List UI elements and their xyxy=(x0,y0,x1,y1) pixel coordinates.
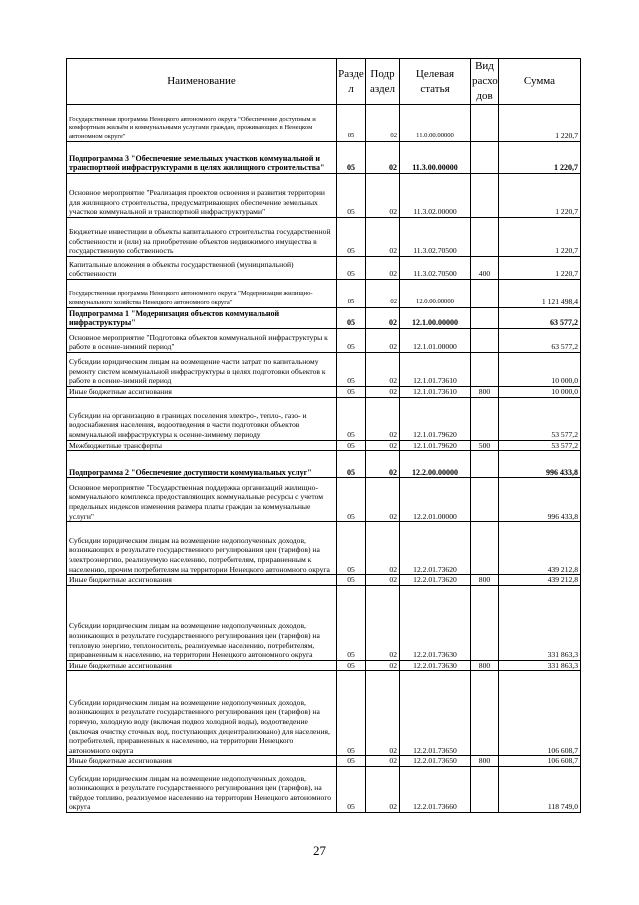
row-amount-cell: 118 749,0 xyxy=(499,766,581,812)
row-section-cell: 05 xyxy=(337,387,366,398)
table-row xyxy=(67,218,581,257)
row-target-cell: 11.3.02.70500 xyxy=(400,257,471,280)
row-name-cell: Субсидии юридическим лицам на возмещение недополученных доходов, возникающих в результате государственного регулирования цен (тарифов) на электроэнергию, реализуемую населению, потребителям, приравненным к населению, прочим потребителям на территории Ненецкого автономного округа xyxy=(67,522,337,575)
row-expense-type-cell xyxy=(471,522,499,575)
row-target-cell: 12.2.01.73630 xyxy=(400,585,471,660)
row-expense-type-cell: 800 xyxy=(471,387,499,398)
table-row xyxy=(67,257,581,280)
row-name-cell: Государственная программа Ненецкого автономного округа "Обеспечение доступным и комфортным жильём и коммунальными услугами граждан, проживающих в Ненецком автономном округе" xyxy=(67,105,337,142)
row-target-cell: 12.2.01.73620 xyxy=(400,522,471,575)
row-subsection-cell: 02 xyxy=(366,174,400,218)
table-row xyxy=(67,174,581,218)
row-name-cell: Основное мероприятие "Реализация проектов освоения и развития территории для жилищного строительства, предусматривающих обеспечение земельных участков коммунальной и транспортной инфраструктурами" xyxy=(67,174,337,218)
row-target-cell: 11.3.02.00000 xyxy=(400,174,471,218)
row-target-cell: 12.0.00.00000 xyxy=(400,280,471,308)
row-name-cell: Иные бюджетные ассигнования xyxy=(67,756,337,767)
table-row xyxy=(67,766,581,812)
row-name-cell: Подпрограмма 3 "Обеспечение земельных участков коммунальной и транспортной инфраструктурами в целях жилищного строительства" xyxy=(67,142,337,174)
row-section-cell: 05 xyxy=(337,660,366,671)
row-section-cell: 05 xyxy=(337,478,366,522)
row-section-cell: 05 xyxy=(337,218,366,257)
row-name-cell: Субсидии юридическим лицам на возмещение недополученных доходов, возникающих в результате государственного регулирования цен (тарифов) на тепловую энергию, теплоноситель, реализуемые населению, потребителям, приравненным к населению, на территории Ненецкого автономного округа xyxy=(67,585,337,660)
row-amount-cell: 439 212,8 xyxy=(499,575,581,586)
row-subsection-cell: 02 xyxy=(366,105,400,142)
table-row xyxy=(67,522,581,575)
header-subsection-label: Подр аздел xyxy=(370,67,395,95)
row-section-cell: 05 xyxy=(337,280,366,308)
row-subsection-cell: 02 xyxy=(366,756,400,767)
row-section-cell: 05 xyxy=(337,105,366,142)
row-subsection-cell: 02 xyxy=(366,440,400,451)
table-row xyxy=(67,660,581,671)
row-expense-type-cell xyxy=(471,174,499,218)
row-section-cell: 05 xyxy=(337,353,366,387)
row-subsection-cell: 02 xyxy=(366,585,400,660)
row-section-cell: 05 xyxy=(337,766,366,812)
row-expense-type-cell: 800 xyxy=(471,575,499,586)
row-amount-cell: 1 220,7 xyxy=(499,142,581,174)
table-row xyxy=(67,142,581,174)
row-subsection-cell: 02 xyxy=(366,387,400,398)
row-subsection-cell: 02 xyxy=(366,575,400,586)
table-row xyxy=(67,575,581,586)
row-amount-cell: 1 220,7 xyxy=(499,257,581,280)
row-expense-type-cell xyxy=(471,671,499,756)
row-target-cell: 12.1.01.73610 xyxy=(400,387,471,398)
row-target-cell: 12.2.01.00000 xyxy=(400,478,471,522)
row-subsection-cell: 02 xyxy=(366,218,400,257)
row-name-cell: Государственная программа Ненецкого автономного округа "Модернизация жилищно-коммунального хозяйства Ненецкого автономного округа" xyxy=(67,280,337,308)
row-subsection-cell: 02 xyxy=(366,308,400,329)
row-amount-cell: 996 433,8 xyxy=(499,478,581,522)
row-expense-type-cell: 800 xyxy=(471,756,499,767)
table-row xyxy=(67,387,581,398)
header-expense-type xyxy=(471,59,499,105)
row-name-cell: Иные бюджетные ассигнования xyxy=(67,387,337,398)
row-target-cell: 12.1.01.00000 xyxy=(400,329,471,353)
row-amount-cell: 439 212,8 xyxy=(499,522,581,575)
row-expense-type-cell xyxy=(471,766,499,812)
header-name: Наименование xyxy=(67,59,337,105)
row-expense-type-cell xyxy=(471,218,499,257)
row-section-cell: 05 xyxy=(337,440,366,451)
table-row xyxy=(67,756,581,767)
row-subsection-cell: 02 xyxy=(366,660,400,671)
row-expense-type-cell: 400 xyxy=(471,257,499,280)
row-section-cell: 05 xyxy=(337,756,366,767)
table-row xyxy=(67,308,581,329)
row-amount-cell: 63 577,2 xyxy=(499,329,581,353)
row-target-cell: 11.0.00.00000 xyxy=(400,105,471,142)
table-row xyxy=(67,671,581,756)
table-row xyxy=(67,397,581,440)
row-target-cell: 12.2.01.73630 xyxy=(400,660,471,671)
row-name-cell: Иные бюджетные ассигнования xyxy=(67,575,337,586)
row-name-cell: Подпрограмма 2 "Обеспечение доступности коммунальных услуг" xyxy=(67,451,337,478)
row-section-cell: 05 xyxy=(337,585,366,660)
row-expense-type-cell xyxy=(471,451,499,478)
row-section-cell: 05 xyxy=(337,257,366,280)
row-amount-cell: 331 863,3 xyxy=(499,585,581,660)
row-amount-cell: 996 433,8 xyxy=(499,451,581,478)
row-amount-cell: 1 121 498,4 xyxy=(499,280,581,308)
row-amount-cell: 331 863,3 xyxy=(499,660,581,671)
row-expense-type-cell xyxy=(471,397,499,440)
row-target-cell: 11.3.02.70500 xyxy=(400,218,471,257)
row-section-cell: 05 xyxy=(337,451,366,478)
header-target xyxy=(400,59,471,105)
header-amount: Сумма xyxy=(499,59,581,105)
row-amount-cell: 106 608,7 xyxy=(499,671,581,756)
row-target-cell: 12.1.01.73610 xyxy=(400,353,471,387)
row-subsection-cell: 02 xyxy=(366,142,400,174)
row-name-cell: Бюджетные инвестиции в объекты капитального строительства государственной собственности и (или) на приобретение объектов недвижимого имущества в государственную собственность xyxy=(67,218,337,257)
row-target-cell: 12.2.01.73650 xyxy=(400,756,471,767)
row-section-cell: 05 xyxy=(337,329,366,353)
table-row xyxy=(67,440,581,451)
row-amount-cell: 53 577,2 xyxy=(499,397,581,440)
row-expense-type-cell: 800 xyxy=(471,660,499,671)
table-row xyxy=(67,105,581,142)
row-target-cell: 12.1.01.79620 xyxy=(400,397,471,440)
row-expense-type-cell xyxy=(471,142,499,174)
table-row xyxy=(67,585,581,660)
row-amount-cell: 1 220,7 xyxy=(499,174,581,218)
row-subsection-cell: 02 xyxy=(366,353,400,387)
row-name-cell: Субсидии на организацию в границах поселения электро-, тепло-, газо- и водоснабжения населения, водоотведения в части подготовки объектов коммунальной инфраструктуры к осенне-зимнему периоду xyxy=(67,397,337,440)
row-name-cell: Основное мероприятие "Государственная поддержка организаций жилищно-коммунального комплекса предоставляющих коммунальные ресурсы с учетом предельных индексов изменения размера платы граждан за коммунальные услуги" xyxy=(67,478,337,522)
row-amount-cell: 1 220,7 xyxy=(499,105,581,142)
table-row xyxy=(67,329,581,353)
row-section-cell: 05 xyxy=(337,671,366,756)
row-target-cell: 12.2.01.73620 xyxy=(400,575,471,586)
row-section-cell: 05 xyxy=(337,142,366,174)
row-name-cell: Субсидии юридическим лицам на возмещение недополученных доходов, возникающих в результате государственного регулирования цен (тарифов), на твёрдое топливо, реализуемое населению на территории Ненецкого автономного округа xyxy=(67,766,337,812)
row-expense-type-cell xyxy=(471,329,499,353)
row-target-cell: 12.2.00.00000 xyxy=(400,451,471,478)
row-name-cell: Иные бюджетные ассигнования xyxy=(67,660,337,671)
row-section-cell: 05 xyxy=(337,575,366,586)
row-section-cell: 05 xyxy=(337,522,366,575)
row-section-cell: 05 xyxy=(337,397,366,440)
header-section xyxy=(337,59,366,105)
row-subsection-cell: 02 xyxy=(366,522,400,575)
row-subsection-cell: 02 xyxy=(366,766,400,812)
row-subsection-cell: 02 xyxy=(366,257,400,280)
row-name-cell: Межбюджетные трансферты xyxy=(67,440,337,451)
row-target-cell: 12.1.00.00000 xyxy=(400,308,471,329)
row-subsection-cell: 02 xyxy=(366,451,400,478)
table-header-row xyxy=(67,59,581,105)
row-expense-type-cell xyxy=(471,478,499,522)
header-expense-type-label: Вид расхо дов xyxy=(472,60,498,102)
header-section-label: Разде л xyxy=(338,67,364,95)
row-name-cell: Основное мероприятие "Подготовка объектов коммунальной инфраструктуры к работе в осенне-зимний период" xyxy=(67,329,337,353)
row-expense-type-cell xyxy=(471,353,499,387)
row-expense-type-cell xyxy=(471,280,499,308)
header-subsection xyxy=(366,59,400,105)
row-subsection-cell: 02 xyxy=(366,280,400,308)
row-target-cell: 12.1.01.79620 xyxy=(400,440,471,451)
row-section-cell: 05 xyxy=(337,308,366,329)
row-expense-type-cell xyxy=(471,105,499,142)
row-name-cell: Подпрограмма 1 "Модернизация объектов коммунальной инфраструктуры" xyxy=(67,308,337,329)
row-section-cell: 05 xyxy=(337,174,366,218)
row-target-cell: 12.2.01.73660 xyxy=(400,766,471,812)
row-name-cell: Субсидии юридическим лицам на возмещение части затрат по капитальному ремонту систем коммунальной инфраструктуры в целях подготовки объектов к работе в осенне-зимний период xyxy=(67,353,337,387)
row-expense-type-cell xyxy=(471,308,499,329)
row-amount-cell: 53 577,2 xyxy=(499,440,581,451)
row-subsection-cell: 02 xyxy=(366,329,400,353)
table-row xyxy=(67,478,581,522)
budget-table xyxy=(66,58,581,813)
table-row xyxy=(67,451,581,478)
row-expense-type-cell: 500 xyxy=(471,440,499,451)
page-number: 27 xyxy=(313,843,326,858)
table-row xyxy=(67,353,581,387)
table-row xyxy=(67,280,581,308)
row-subsection-cell: 02 xyxy=(366,671,400,756)
header-target-label: Целевая статья xyxy=(415,67,455,95)
row-amount-cell: 106 608,7 xyxy=(499,756,581,767)
row-expense-type-cell xyxy=(471,585,499,660)
row-name-cell: Субсидии юридическим лицам на возмещение недополученных доходов, возникающих в результате государственного регулирования цен (тарифов) на горячую, холодную воду (включая подвоз холодной воды), водоотведение (включая очистку сточных вод, поступающих децентрализовано) для населения, потребителей, приравненных к населению, на территории Ненецкого автономного округа xyxy=(67,671,337,756)
row-amount-cell: 1 220,7 xyxy=(499,218,581,257)
row-amount-cell: 10 000,0 xyxy=(499,387,581,398)
row-name-cell: Капитальные вложения в объекты государственной (муниципальной) собственности xyxy=(67,257,337,280)
row-subsection-cell: 02 xyxy=(366,478,400,522)
row-target-cell: 12.2.01.73650 xyxy=(400,671,471,756)
row-amount-cell: 10 000,0 xyxy=(499,353,581,387)
row-target-cell: 11.3.00.00000 xyxy=(400,142,471,174)
row-subsection-cell: 02 xyxy=(366,397,400,440)
row-amount-cell: 63 577,2 xyxy=(499,308,581,329)
